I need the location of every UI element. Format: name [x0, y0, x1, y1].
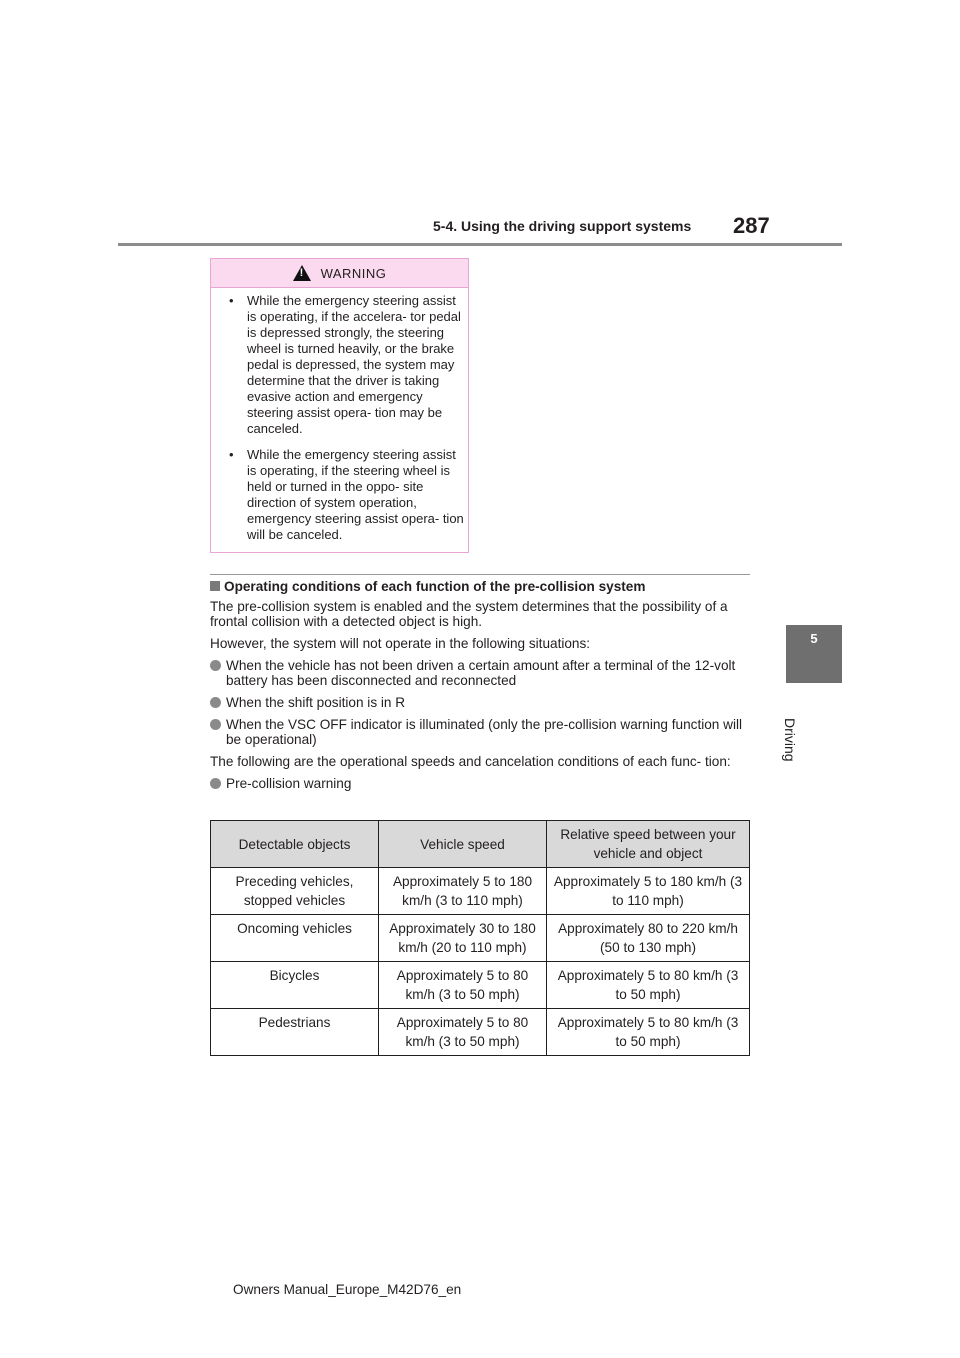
intro-paragraph: The pre-collision system is enabled and the system determines that the possibility of a frontal collision with a detected object is high.: [210, 599, 728, 629]
table-cell: Bicycles: [211, 962, 379, 1009]
warning-header: [211, 259, 468, 288]
table-cell: Approximately 5 to 80 km/h (3 to 50 mph): [547, 962, 750, 1009]
table-cell: Oncoming vehicles: [211, 915, 379, 962]
section-heading: [210, 579, 750, 594]
header-divider: [118, 243, 842, 246]
footer-text: Owners Manual_Europe_M42D76_en: [233, 1282, 462, 1297]
warning-title: WARNING: [320, 265, 387, 281]
condition-item: [210, 717, 750, 747]
warning-box: [210, 258, 469, 553]
table-cell: Approximately 30 to 180 km/h (20 to 110 mph): [379, 915, 547, 962]
table-cell: Approximately 5 to 80 km/h (3 to 50 mph): [379, 962, 547, 1009]
table-cell: Pedestrians: [211, 1009, 379, 1056]
table-cell: Preceding vehicles, stopped vehicles: [211, 868, 379, 915]
warning-item: • While the emergency steering assist is operating, if the accelera- tor pedal is depressed strongly, the steering wheel is turned heavily, or the brake pedal is depressed, the system may determine that the driver is taking evasive action and emergency steering assist opera- tion may be canceled.: [229, 293, 465, 437]
table-row: [211, 1009, 750, 1056]
section-divider: [210, 574, 750, 575]
main-content: [210, 579, 750, 798]
chapter-number: 5: [810, 631, 818, 646]
table-header-row: [211, 821, 750, 868]
condition-item: [210, 658, 750, 688]
condition-text: When the VSC OFF indicator is illuminated (only the pre-collision warning function will be operational): [226, 717, 743, 747]
table-cell: Approximately 5 to 180 km/h (3 to 110 mph): [379, 868, 547, 915]
page-number: 287: [733, 213, 770, 238]
table-cell: Approximately 5 to 180 km/h (3 to 110 mph): [547, 868, 750, 915]
table-row: [211, 915, 750, 962]
condition-text: When the vehicle has not been driven a certain amount after a terminal of the 12-volt battery has been disconnected and reconnected: [226, 658, 736, 688]
section-heading-text: Operating conditions of each function of the pre-collision system: [224, 579, 646, 594]
circle-bullet-icon: [210, 697, 221, 708]
however-paragraph: However, the system will not operate in the following situations:: [210, 636, 591, 651]
table-cell: Approximately 5 to 80 km/h (3 to 50 mph): [379, 1009, 547, 1056]
condition-item: [210, 695, 750, 710]
circle-bullet-icon: [210, 660, 221, 671]
header-vehicle-speed: Vehicle speed: [379, 821, 547, 868]
speed-table: [210, 820, 750, 1056]
square-bullet-icon: [210, 581, 220, 591]
table-cell: Approximately 5 to 80 km/h (3 to 50 mph): [547, 1009, 750, 1056]
header-relative-speed: Relative speed between your vehicle and object: [547, 821, 750, 868]
table-row: [211, 868, 750, 915]
table-cell: Approximately 80 to 220 km/h (50 to 130 mph): [547, 915, 750, 962]
header-detectable-objects: Detectable objects: [211, 821, 379, 868]
circle-bullet-icon: [210, 778, 221, 789]
condition-text: When the shift position is in R: [226, 695, 406, 710]
warning-item: • While the emergency steering assist is operating, if the steering wheel is held or turned in the oppo- site direction of system operation, emergency steering assist opera- tion will be canceled.: [229, 447, 465, 543]
circle-bullet-icon: [210, 719, 221, 730]
following-paragraph: The following are the operational speeds and cancelation conditions of each func- tion:: [210, 754, 731, 769]
section-title: 5-4. Using the driving support systems: [433, 218, 692, 234]
function-item: [210, 776, 750, 791]
chapter-label: Driving: [782, 718, 798, 762]
table-row: [211, 962, 750, 1009]
chapter-tab[interactable]: [786, 625, 842, 683]
warning-triangle-icon: [293, 265, 311, 281]
function-text: Pre-collision warning: [226, 776, 352, 791]
